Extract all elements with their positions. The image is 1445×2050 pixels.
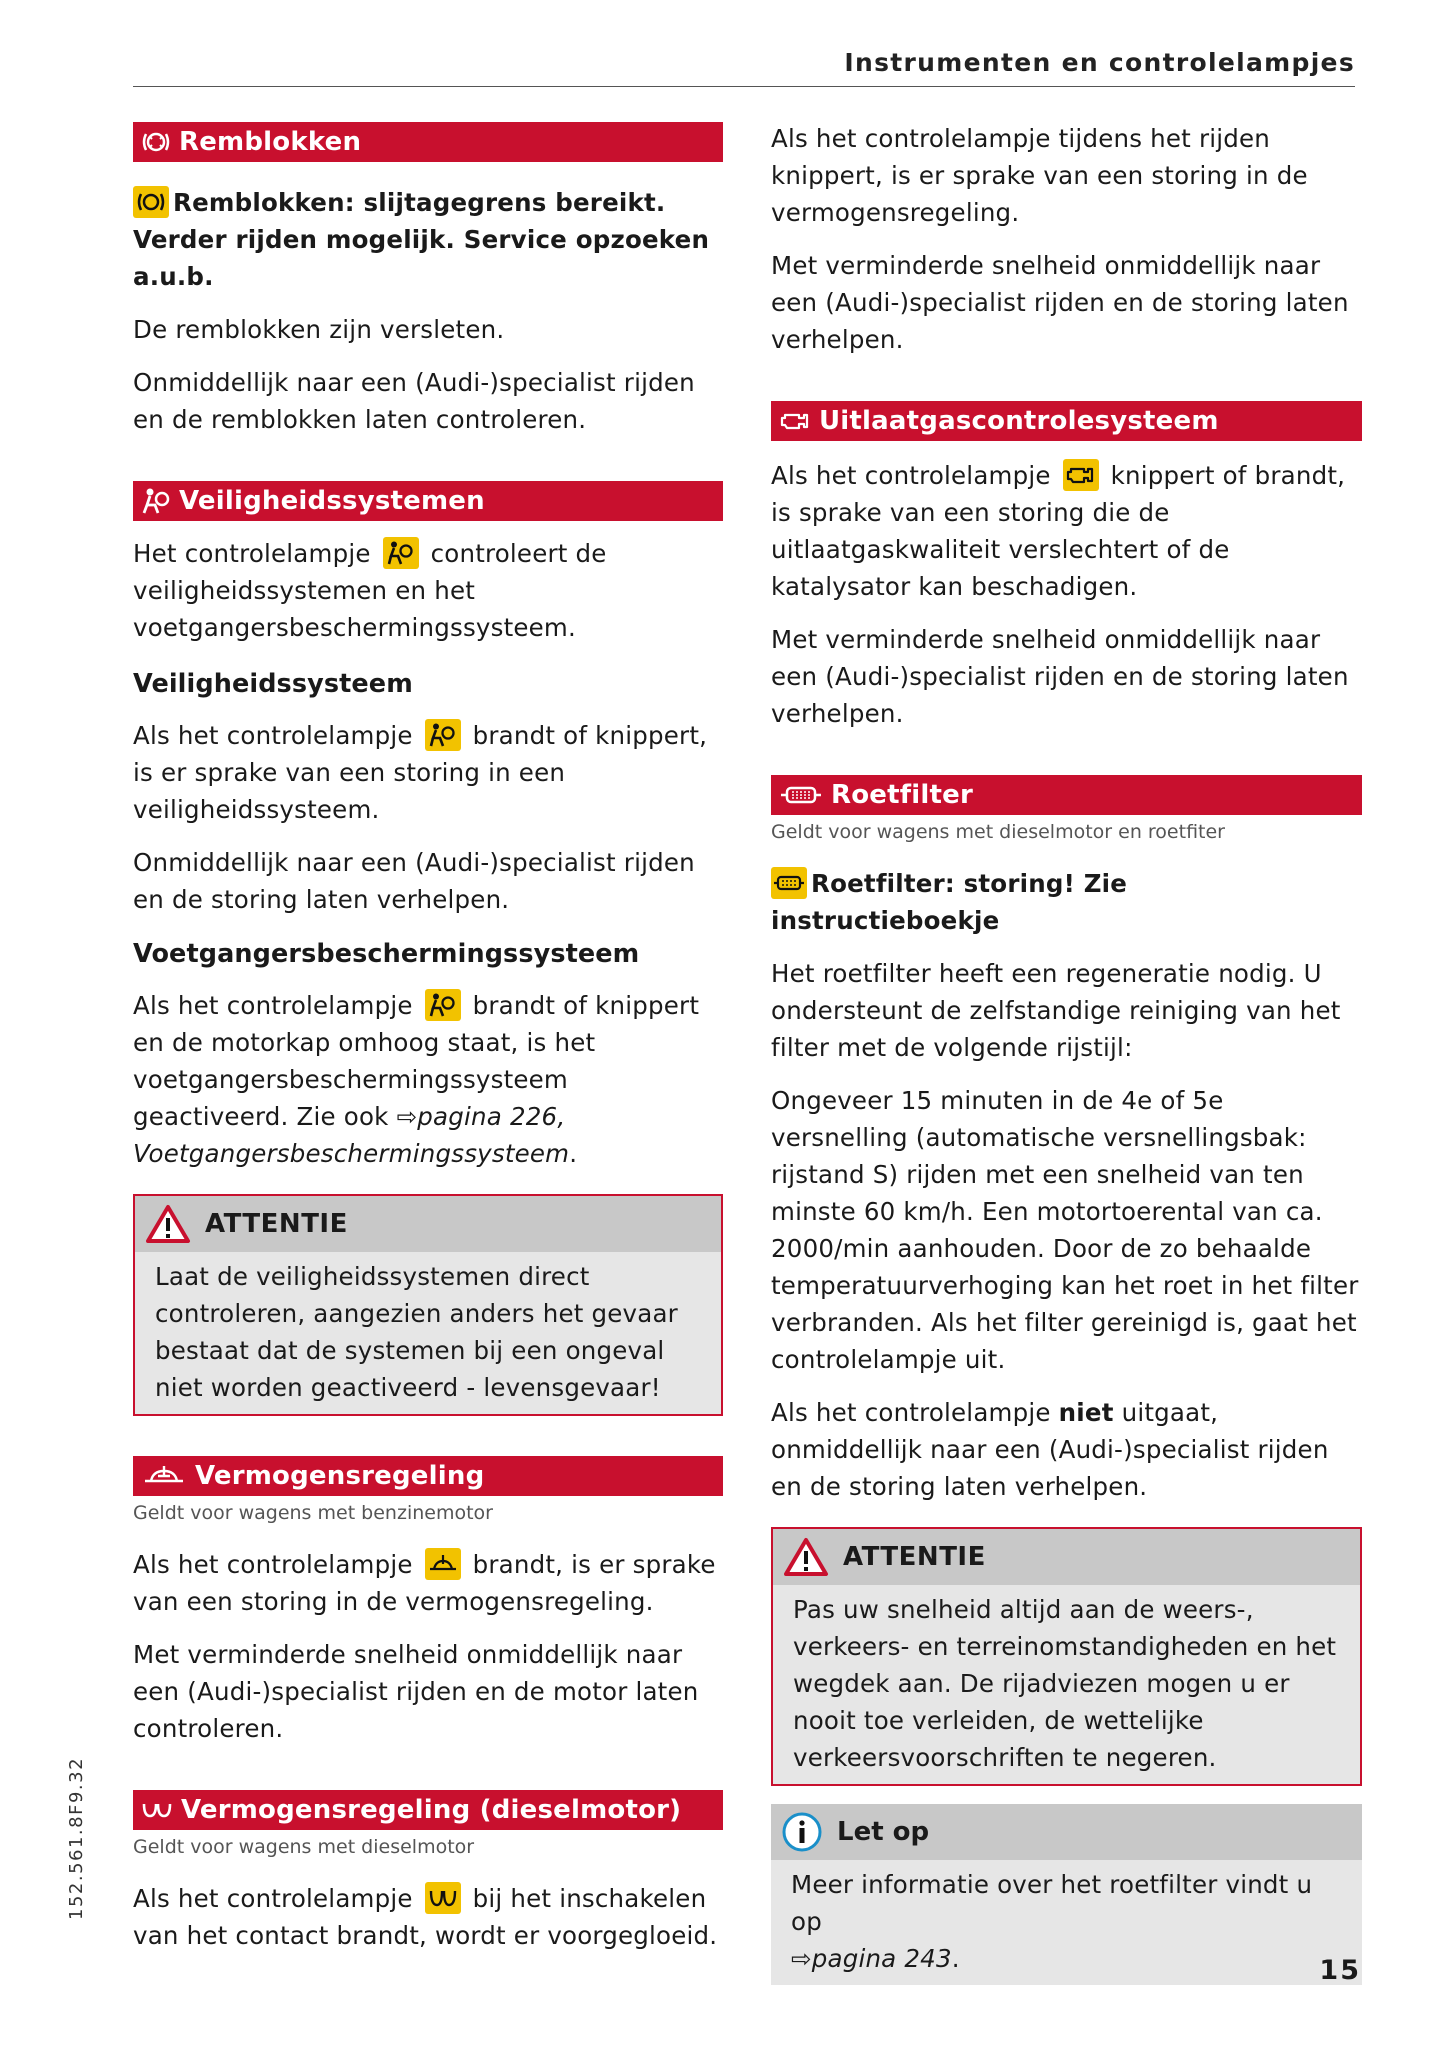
page-reference-link[interactable]: pagina 226, Voetgangersbeschermingssysteem [133, 1102, 570, 1168]
warning-text: Laat de veiligheidssystemen direct controleren, aangezien anders het gevaar bestaat dat de systemen bij een ongeval niet worden geactiveerd - levensgevaar! [155, 1262, 678, 1402]
note-header [771, 1804, 1362, 1860]
section-header-uitlaatgascontrolesysteem [771, 401, 1362, 441]
particle-filter-warning-icon [771, 867, 807, 899]
airbag-warning-icon [425, 719, 461, 751]
section-title: Veiligheidssystemen [179, 486, 485, 516]
safety-text-1: Als het controlelampje brandt of knippert, is er sprake van een storing in een veiligheidssysteem. [133, 721, 708, 824]
brake-text-2: Onmiddellijk naar een (Audi-)specialist rijden en de remblokken laten controleren. [133, 368, 695, 434]
engine-warning-icon [1063, 459, 1099, 491]
page-number: 15 [1319, 1955, 1361, 1986]
section-header-veiligheidssystemen [133, 481, 723, 521]
power-text-2: Met verminderde snelheid onmiddellijk naar een (Audi-)specialist rijden en de motor laten controleren. [133, 1640, 699, 1743]
exhaust-text-1: Als het controlelampje knippert of brandt, is sprake van een storing die de uitlaatgaskwaliteit verslechtert of de katalysator kan beschadigen. [771, 461, 1346, 601]
brake-message: Remblokken: slijtagegrens bereikt. Verder rijden mogelijk. Service opzoeken a.u.b. [133, 188, 710, 291]
airbag-warning-icon [425, 989, 461, 1021]
warning-box [771, 1527, 1362, 1786]
section-title: Vermogensregeling (dieselmotor) [181, 1795, 682, 1825]
warning-title: ATTENTIE [205, 1209, 348, 1239]
applies-to: Geldt voor wagens met dieselmotor [133, 1836, 475, 1858]
arrow-ref-icon: ⇨ [396, 1102, 418, 1131]
glow-plug-warning-icon [425, 1882, 461, 1914]
section-header-roetfilter [771, 775, 1362, 815]
warning-title: ATTENTIE [843, 1542, 986, 1572]
applies-to: Geldt voor wagens met benzinemotor [133, 1502, 493, 1524]
power-continued-2: Met verminderde snelheid onmiddellijk naar een (Audi-)specialist rijden en de storing laten verhelpen. [771, 251, 1349, 354]
warning-triangle-icon [145, 1204, 191, 1244]
airbag-warning-icon [383, 537, 419, 569]
particle-filter-icon [779, 783, 823, 807]
warning-text: Pas uw snelheid altijd aan de weers-, verkeers- en terreinomstandigheden en het wegdek aan. De rijadviezen mogen u er nooit toe verleiden, de wettelijke verkeersvoorschriften te negeren. [793, 1595, 1337, 1772]
glow-plug-icon [141, 1798, 173, 1822]
warning-header [773, 1529, 1360, 1585]
safety-intro: Het controlelampje controleert de veiligheidssystemen en het voetgangersbeschermingssysteem. [133, 539, 607, 642]
page-header [133, 46, 1355, 87]
power-continued-1: Als het controlelampje tijdens het rijden knippert, is er sprake van een storing in de vermogensregeling. [771, 124, 1308, 227]
note-text: Meer informatie over het roetfilter vindt u op ⇨pagina 243. [791, 1870, 1313, 1973]
section-title: Remblokken [179, 127, 362, 157]
diesel-text-1: Als het controlelampje bij het inschakelen van het contact brandt, wordt er voorgegloeid. [133, 1884, 718, 1950]
brake-pad-icon [141, 129, 171, 155]
page-reference-link[interactable]: pagina 243 [811, 1944, 952, 1973]
throttle-icon [141, 1463, 187, 1489]
filter-message: Roetfilter: storing! Zie instructieboekje [771, 869, 1128, 935]
arrow-ref-icon: ⇨ [791, 1944, 812, 1973]
warning-triangle-icon [783, 1537, 829, 1577]
warning-box [133, 1194, 723, 1416]
power-text-1: Als het controlelampje brandt, is er sprake van een storing in de vermogensregeling. [133, 1550, 716, 1616]
section-title: Roetfilter [831, 780, 973, 810]
section-title: Vermogensregeling [195, 1461, 485, 1491]
document-code: 152.561.8F9.32 [66, 1756, 87, 1920]
subheading-veiligheidssysteem: Veiligheidssysteem [133, 669, 413, 699]
warning-header [135, 1196, 721, 1252]
section-header-remblokken [133, 122, 723, 162]
note-box [771, 1804, 1362, 1985]
section-header-vermogensregeling-diesel [133, 1790, 723, 1830]
note-title: Let op [837, 1817, 930, 1847]
airbag-icon [141, 487, 171, 515]
safety-text-3: Als het controlelampje brandt of knippert en de motorkap omhoog staat, is het voetgangersbeschermingssysteem geactiveerd. Zie ook ⇨pagina 226, Voetgangersbeschermingssysteem. [133, 991, 700, 1168]
exhaust-text-2: Met verminderde snelheid onmiddellijk naar een (Audi-)specialist rijden en de storing laten verhelpen. [771, 625, 1349, 728]
section-title: Uitlaatgascontrolesysteem [819, 406, 1219, 436]
throttle-warning-icon [425, 1548, 461, 1580]
section-header-vermogensregeling [133, 1456, 723, 1496]
applies-to: Geldt voor wagens met dieselmotor en roetfiter [771, 821, 1225, 843]
subheading-voetgangersbescherming: Voetgangersbeschermingssysteem [133, 939, 640, 969]
chapter-title: Instrumenten en controlelampjes [844, 48, 1355, 77]
brake-pad-warning-icon [133, 186, 169, 218]
brake-text-1: De remblokken zijn versleten. [133, 315, 505, 344]
right-column [771, 122, 1362, 1985]
filter-text-1: Het roetfilter heeft een regeneratie nodig. U ondersteunt de zelfstandige reiniging van het filter met de volgende rijstijl: [771, 959, 1341, 1062]
left-column [133, 122, 723, 1954]
engine-icon [779, 409, 811, 433]
filter-text-2: Ongeveer 15 minuten in de 4e of 5e versnelling (automatische versnellingsbak: rijstand S) rijden met een snelheid van ten minste 60 km/h. Een motortoerental van ca. 2000/min aanhouden. Door de zo behaalde temperatuurverhoging kan het roet in het filter verbranden. Als het filter gereinigd is, gaat het controlelampje uit. [771, 1086, 1359, 1374]
filter-text-3: Als het controlelampje niet uitgaat, onmiddellijk naar een (Audi-)specialist rijden en de storing laten verhelpen. [771, 1398, 1329, 1501]
safety-text-2: Onmiddellijk naar een (Audi-)specialist rijden en de storing laten verhelpen. [133, 848, 695, 914]
info-icon [781, 1811, 823, 1853]
